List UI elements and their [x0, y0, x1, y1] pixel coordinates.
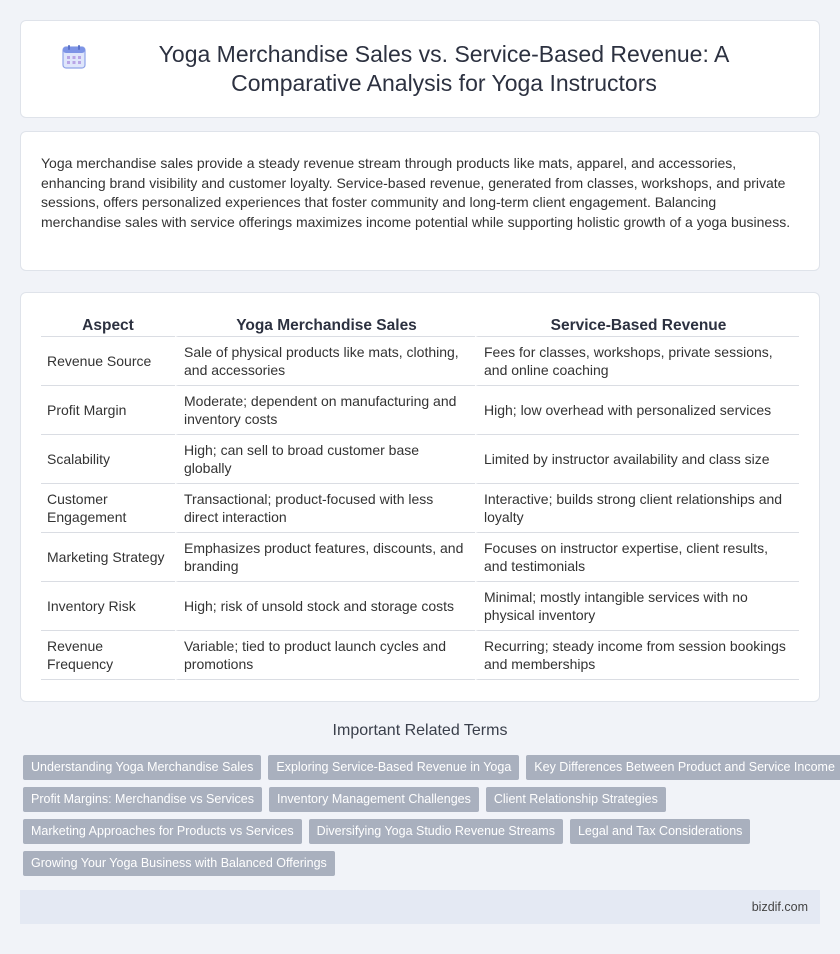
cell-service: Focuses on instructor expertise, client results, and testimonials: [475, 533, 799, 582]
cell-aspect: Revenue Source: [41, 337, 175, 386]
cell-aspect: Revenue Frequency: [41, 631, 175, 680]
cell-service: Interactive; builds strong client relationships and loyalty: [475, 484, 799, 533]
related-terms-title: Important Related Terms: [332, 722, 508, 739]
cell-merchandise: Transactional; product-focused with less direct interaction: [175, 484, 475, 533]
cell-merchandise: Variable; tied to product launch cycles and promotions: [175, 631, 475, 680]
cell-service: Recurring; steady income from session bookings and memberships: [475, 631, 799, 680]
header-merchandise: Yoga Merchandise Sales: [175, 315, 475, 337]
tag-row: [23, 755, 835, 780]
header-aspect: Aspect: [41, 315, 175, 337]
cell-aspect: Inventory Risk: [41, 582, 175, 631]
title-wrap: [21, 40, 819, 98]
related-term-link[interactable]: Profit Margins: Merchandise vs Services: [23, 787, 262, 812]
table-row: [41, 337, 799, 386]
table-row: [41, 631, 799, 680]
table-row: [41, 533, 799, 582]
related-term-link[interactable]: Marketing Approaches for Products vs Services: [23, 819, 302, 844]
tag-row: [23, 787, 823, 812]
related-term-link[interactable]: Legal and Tax Considerations: [570, 819, 750, 844]
related-term-link[interactable]: Understanding Yoga Merchandise Sales: [23, 755, 261, 780]
page-title: Yoga Merchandise Sales vs. Service-Based Revenue: A Comparative Analysis for Yoga Instructors: [158, 41, 730, 96]
table-row: [41, 435, 799, 484]
cell-service: High; low overhead with personalized services: [475, 386, 799, 435]
title-card: [20, 20, 820, 118]
comparison-table-card: [20, 292, 820, 702]
cell-merchandise: Emphasizes product features, discounts, and branding: [175, 533, 475, 582]
cell-service: Fees for classes, workshops, private sessions, and online coaching: [475, 337, 799, 386]
cell-service: Minimal; mostly intangible services with no physical inventory: [475, 582, 799, 631]
footer-site-link[interactable]: bizdif.com: [751, 900, 808, 914]
cell-merchandise: High; risk of unsold stock and storage costs: [175, 582, 475, 631]
related-term-link[interactable]: Growing Your Yoga Business with Balanced Offerings: [23, 851, 335, 876]
header-service: Service-Based Revenue: [475, 315, 799, 337]
related-term-link[interactable]: Client Relationship Strategies: [486, 787, 666, 812]
cell-merchandise: Sale of physical products like mats, clothing, and accessories: [175, 337, 475, 386]
intro-card: [20, 131, 820, 271]
cell-merchandise: Moderate; dependent on manufacturing and inventory costs: [175, 386, 475, 435]
table-row: [41, 386, 799, 435]
calendar-icon: [61, 44, 87, 70]
table-header-row: [41, 315, 799, 337]
table-row: [41, 484, 799, 533]
footer: [20, 890, 820, 924]
cell-aspect: Marketing Strategy: [41, 533, 175, 582]
tag-row: [23, 851, 823, 876]
cell-aspect: Customer Engagement: [41, 484, 175, 533]
tag-row: [23, 819, 823, 844]
table-row: [41, 582, 799, 631]
cell-aspect: Profit Margin: [41, 386, 175, 435]
cell-merchandise: High; can sell to broad customer base globally: [175, 435, 475, 484]
cell-aspect: Scalability: [41, 435, 175, 484]
related-term-link[interactable]: Inventory Management Challenges: [269, 787, 479, 812]
intro-paragraph: Yoga merchandise sales provide a steady revenue stream through products like mats, apparel, and accessories, enhancing brand visibility and customer loyalty. Service-based revenue, generated from classes, workshops, and private sessions, offers personalized experiences that foster community and long-term client engagement. Balancing merchandise sales with service offerings maximizes income potential while supporting holistic growth of a yoga business.: [41, 155, 791, 230]
cell-service: Limited by instructor availability and class size: [475, 435, 799, 484]
related-term-link[interactable]: Key Differences Between Product and Service Income: [526, 755, 840, 780]
related-terms-tags: [23, 755, 835, 883]
comparison-table: [41, 315, 799, 680]
related-term-link[interactable]: Exploring Service-Based Revenue in Yoga: [268, 755, 519, 780]
related-term-link[interactable]: Diversifying Yoga Studio Revenue Streams: [309, 819, 563, 844]
